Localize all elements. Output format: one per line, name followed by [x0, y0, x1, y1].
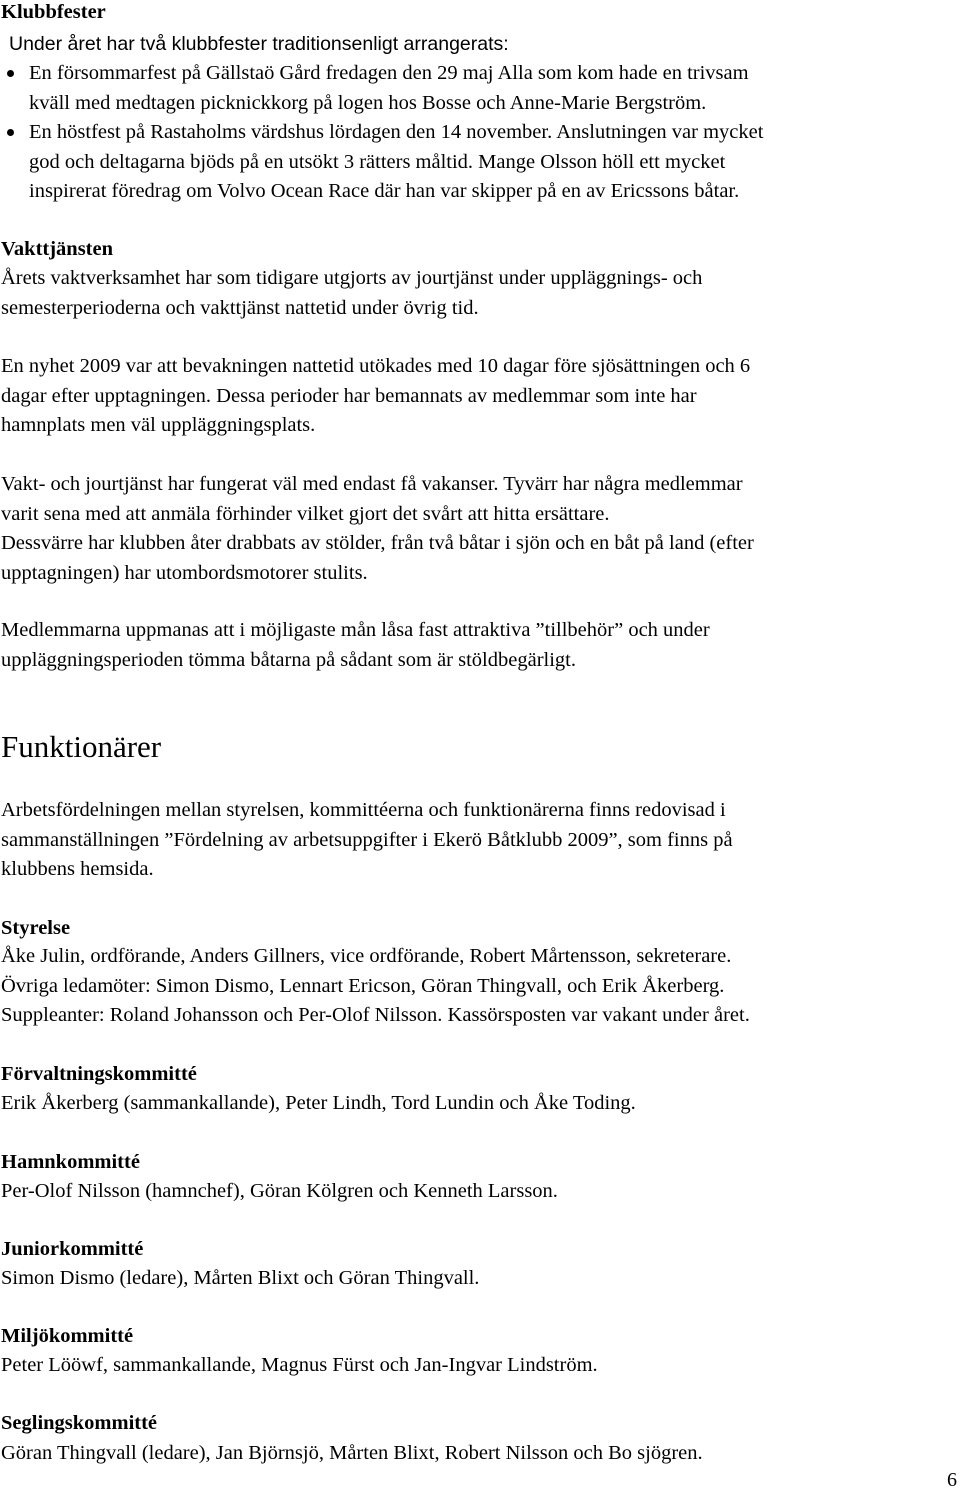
klubbfester-bullet-list: [0, 59, 958, 207]
bullet-line: En försommarfest på Gällstaö Gård fredagen den 29 maj Alla som kom hade en trivsam: [29, 62, 749, 84]
hamnkommitte-members: Per-Olof Nilsson (hamnchef), Göran Kölgren och Kenneth Larsson.: [1, 1180, 558, 1202]
forvaltningskommitte-members: Erik Åkerberg (sammankallande), Peter Lindh, Tord Lundin och Åke Toding.: [1, 1092, 636, 1114]
bullet-line: inspirerat föredrag om Volvo Ocean Race där han var skipper på en av Ericssons båtar.: [29, 180, 740, 202]
text-line: Medlemmarna uppmanas att i möjligaste mån låsa fast attraktiva ”tillbehör” och under: [1, 619, 710, 641]
bullet-line: En höstfest på Rastaholms värdshus lördagen den 14 november. Anslutningen var mycket: [29, 121, 764, 143]
seglingskommitte-members: Göran Thingvall (ledare), Jan Björnsjö, Mårten Blixt, Robert Nilsson och Bo sjögren.: [1, 1442, 703, 1464]
miljokommitte-members: Peter Lööwf, sammankallande, Magnus Fürst och Jan-Ingvar Lindström.: [1, 1354, 598, 1376]
text-line: uppläggningsperioden tömma båtarna på sådant som är stöldbegärligt.: [1, 648, 576, 671]
text-line: varit sena med att anmäla förhinder vilket gjort det svårt att hitta ersättare.: [1, 502, 610, 525]
vakttjansten-paragraph-3: [1, 470, 957, 588]
text-line: dagar efter upptagningen. Dessa perioder har bemannats av medlemmar som inte har: [1, 384, 697, 407]
list-item: [0, 59, 958, 118]
klubbfester-heading: Klubbfester: [1, 1, 106, 23]
text-line: Övriga ledamöter: Simon Dismo, Lennart Ericson, Göran Thingvall, och Erik Åkerberg.: [1, 974, 725, 997]
bullet-icon: [7, 70, 14, 77]
text-line: Årets vaktverksamhet har som tidigare utgjorts av jourtjänst under uppläggnings- och: [1, 267, 703, 289]
text-line: Vakt- och jourtjänst har fungerat väl med endast få vakanser. Tyvärr har några medlemmar: [1, 473, 743, 495]
text-line: Dessvärre har klubben åter drabbats av stölder, från två båtar i sjön och en båt på land (efter: [1, 532, 754, 554]
bullet-line: kväll med medtagen picknickkorg på logen hos Bosse och Anne-Marie Bergström.: [29, 91, 707, 114]
text-line: Åke Julin, ordförande, Anders Gillners, vice ordförande, Robert Mårtensson, sekreterare.: [1, 945, 732, 967]
text-line: semesterperioderna och vakttjänst nattetid under övrig tid.: [1, 296, 479, 319]
text-line: hamnplats men väl uppläggningsplats.: [1, 414, 316, 436]
styrelse-heading: Styrelse: [1, 917, 71, 939]
styrelse-members: [1, 942, 957, 1031]
hamnkommitte-heading: Hamnkommitté: [1, 1151, 140, 1173]
vakttjansten-paragraph-1: [1, 264, 957, 323]
text-line: sammanställningen ”Fördelning av arbetsuppgifter i Ekerö Båtklubb 2009”, som finns på: [1, 828, 733, 851]
juniorkommitte-members: Simon Dismo (ledare), Mårten Blixt och Göran Thingvall.: [1, 1267, 480, 1289]
bullet-icon: [7, 129, 14, 136]
juniorkommitte-heading: Juniorkommitté: [1, 1238, 144, 1260]
funktionarer-heading: Funktionärer: [1, 729, 162, 764]
list-item: [0, 118, 958, 207]
text-line: upptagningen) har utombordsmotorer stulits.: [1, 561, 368, 584]
vakttjansten-heading: Vakttjänsten: [1, 238, 114, 260]
vakttjansten-paragraph-2: [1, 352, 957, 441]
bullet-line: god och deltagarna bjöds på en utsökt 3 rätters måltid. Mange Olsson höll ett mycket: [29, 150, 726, 173]
funktionarer-intro: [1, 796, 957, 885]
klubbfester-intro: Under året har två klubbfester traditionsenligt arrangerats:: [9, 33, 509, 55]
text-line: klubbens hemsida.: [1, 858, 154, 880]
text-line: En nyhet 2009 var att bevakningen nattetid utökades med 10 dagar före sjösättningen och 6: [1, 355, 751, 377]
seglingskommitte-heading: Seglingskommitté: [1, 1412, 158, 1434]
text-line: Suppleanter: Roland Johansson och Per-Olof Nilsson. Kassörsposten var vakant under året.: [1, 1004, 750, 1026]
forvaltningskommitte-heading: Förvaltningskommitté: [1, 1063, 197, 1085]
page-number: 6: [947, 1469, 957, 1491]
vakttjansten-paragraph-4: [1, 616, 957, 675]
miljokommitte-heading: Miljökommitté: [1, 1325, 134, 1347]
text-line: Arbetsfördelningen mellan styrelsen, kommittéerna och funktionärerna finns redovisad i: [1, 799, 726, 821]
